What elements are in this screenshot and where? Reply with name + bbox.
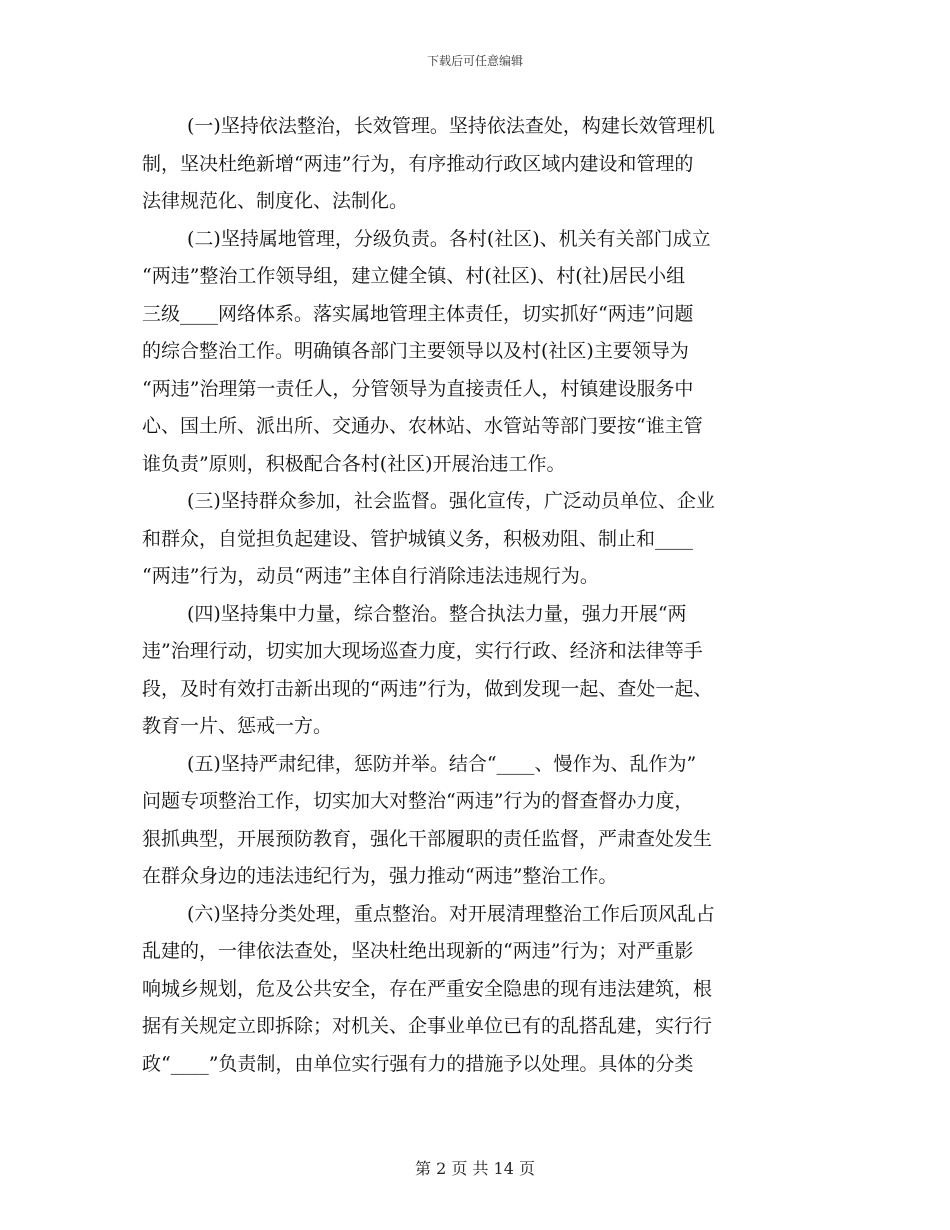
paragraph-line: (四)坚持集中力量，综合整治。整合执法力量，强力开展“两 bbox=[187, 602, 687, 625]
paragraph-line: 在群众身边的违法违纪行为，强力推动“两违”整治工作。 bbox=[142, 865, 618, 887]
paragraph-line: “两违”整治工作领导组，建立健全镇、村(社区)、村(社)居民小组 bbox=[142, 265, 686, 287]
paragraph-line: 谁负责”原则，积极配合各村(社区)开展治违工作。 bbox=[142, 452, 566, 475]
paragraph-line: 三级____网络体系。落实属地管理主体责任，切实抓好“两违”问题 bbox=[142, 302, 694, 325]
paragraph-line: 心、国土所、派出所、交通办、农林站、水管站等部门要按“谁主管 bbox=[142, 415, 703, 437]
paragraph-line: 和群众，自觉担负起建设、管护城镇义务，积极劝阻、制止和____ bbox=[142, 527, 694, 550]
paragraph-line: 段，及时有效打击新出现的“两违”行为，做到发现一起、查处一起、 bbox=[142, 677, 713, 700]
page-number: 第 2 页 共 14 页 bbox=[415, 1159, 535, 1178]
paragraph-line: 的综合整治工作。明确镇各部门主要领导以及村(社区)主要领导为 bbox=[142, 340, 689, 362]
paragraph-line: 制，坚决杜绝新增“两违”行为，有序推动行政区域内建设和管理的 bbox=[142, 152, 694, 175]
paragraph-line: 教育一片、惩戒一方。 bbox=[142, 715, 333, 737]
document-body bbox=[142, 108, 812, 1083]
page-header-note: 下载后可任意编辑 bbox=[426, 54, 523, 68]
paragraph-line: 据有关规定立即拆除；对机关、企事业单位已有的乱搭乱建，实行行 bbox=[142, 1015, 713, 1037]
paragraph-line: (六)坚持分类处理，重点整治。对开展清理整治工作后顶风乱占 bbox=[187, 902, 715, 925]
paragraph-line: (三)坚持群众参加，社会监督。强化宣传，广泛动员单位、企业 bbox=[187, 490, 715, 512]
paragraph-line: “两违”治理第一责任人，分管领导为直接责任人，村镇建设服务中 bbox=[142, 377, 694, 400]
paragraph-line: (二)坚持属地管理，分级负责。各村(社区)、机关有关部门成立 bbox=[187, 227, 711, 250]
paragraph-line: 响城乡规划，危及公共安全，存在严重安全隐患的现有违法建筑，根 bbox=[142, 977, 713, 1000]
paragraph-line: 乱建的，一律依法查处，坚决杜绝出现新的“两违”行为；对严重影 bbox=[142, 940, 694, 962]
paragraph-line: 问题专项整治工作，切实加大对整治“两违”行为的督查督办力度， bbox=[142, 790, 694, 812]
paragraph-line: 法律规范化、制度化、法制化。 bbox=[142, 190, 409, 212]
paragraph-line: (一)坚持依法整治，长效管理。坚持依法查处，构建长效管理机 bbox=[187, 115, 715, 137]
paragraph-line: (五)坚持严肃纪律，惩防并举。结合“____、慢作为、乱作为” bbox=[187, 752, 697, 775]
paragraph-line: 政“____”负责制，由单位实行强有力的措施予以处理。具体的分类 bbox=[142, 1052, 694, 1075]
paragraph-line: 狠抓典型，开展预防教育，强化干部履职的责任监督，严肃查处发生 bbox=[142, 827, 713, 850]
paragraph-line: 违”治理行动，切实加大现场巡查力度，实行行政、经济和法律等手 bbox=[142, 640, 703, 662]
paragraph-line: “两违”行为，动员“两违”主体自行消除违法违规行为。 bbox=[142, 565, 599, 587]
